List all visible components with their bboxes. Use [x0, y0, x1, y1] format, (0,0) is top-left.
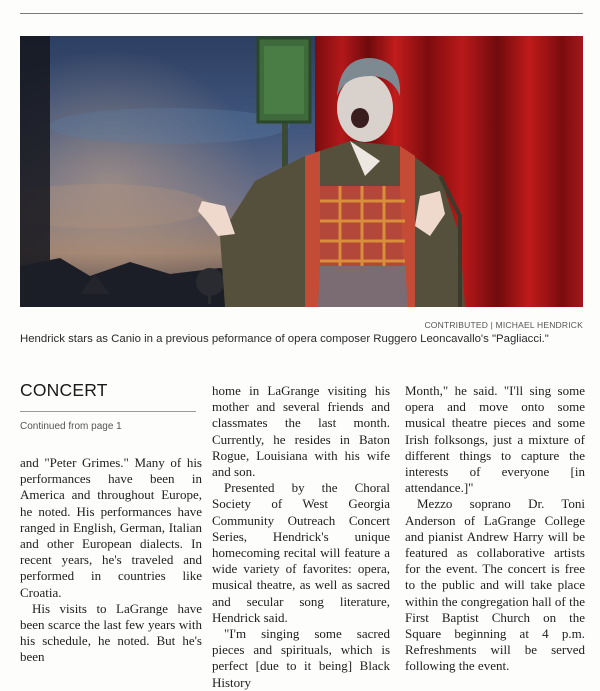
- article-column-2: [212, 383, 390, 691]
- performance-photo: [20, 36, 583, 307]
- paragraph: "I'm singing some sacred pieces and spirituals, which is perfect [due to it being] Black History: [212, 626, 390, 690]
- jump-line: Continued from page 1: [20, 421, 122, 432]
- paragraph: Presented by the Choral Society of West Georgia Community Outreach Concert Series, Hendrick's unique homecoming recital will feature a wide variety of favorites: opera, musical theatre, as well as sacred and secular song literature, Hendrick said.: [212, 480, 390, 625]
- article-column-3: [405, 383, 585, 675]
- article-column-1: [20, 455, 202, 666]
- top-divider: [20, 13, 583, 14]
- paragraph: and "Peter Grimes." Many of his performances have been in America and throughout Europe, he noted. His performances have ranged in English, German, Italian and other European dialects. In recent years, he's traveled and performed in countries like Croatia.: [20, 455, 202, 600]
- photo-caption: Hendrick stars as Canio in a previous peformance of opera composer Ruggero Leoncavallo's "Pagliacci.": [20, 333, 549, 345]
- paragraph: Mezzo soprano Dr. Toni Anderson of LaGrange College and pianist Andrew Harry will be featured as collaborative artists for the event. The concert is free to the public and will take place within the congregation hall of the First Baptist Church on the Square beginning at 4 p.m. Refreshments will be served following the event.: [405, 496, 585, 674]
- paragraph: home in LaGrange visiting his mother and several friends and classmates the last month. Currently, he resides in Baton Rogue, Louisiana with his wife and son.: [212, 383, 390, 480]
- paragraph: Month," he said. "I'll sing some opera and move onto some musical theatre pieces and some Irish folksongs, just a mixture of different things to capture the interests of everyone [in attendance.]": [405, 383, 585, 496]
- photo-credit: CONTRIBUTED | MICHAEL HENDRICK: [424, 320, 583, 330]
- paragraph: His visits to LaGrange have been scarce the last few years with his schedule, he noted. But he's been: [20, 600, 202, 665]
- slug-divider: [20, 411, 196, 412]
- section-slug: CONCERT: [20, 380, 108, 400]
